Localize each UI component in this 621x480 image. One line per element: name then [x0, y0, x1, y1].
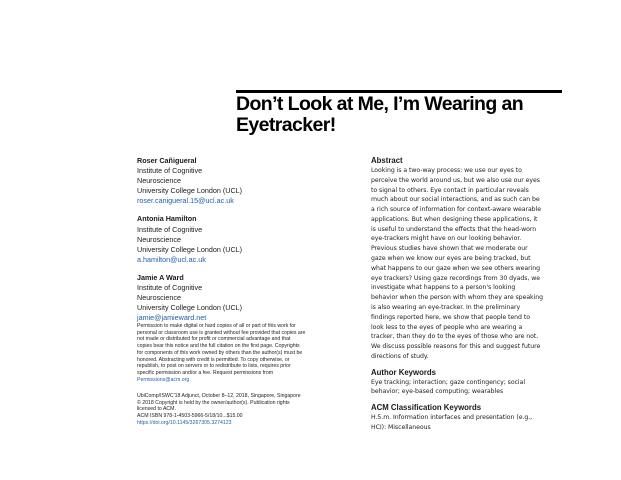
- author-block: [137, 214, 351, 264]
- paper-title-line: Eyetracker!: [236, 114, 336, 136]
- permission-line: honored. Abstracting with credit is permitted. To copy otherwise, or: [137, 356, 290, 363]
- author-affiliation-line: University College London (UCL): [137, 303, 243, 313]
- abstract-line: findings reported here, we show that people tend to: [371, 313, 530, 321]
- abstract-heading: Abstract: [371, 156, 403, 165]
- acm-classification-heading: ACM Classification Keywords: [371, 403, 482, 413]
- paper-title-line: Don’t Look at Me, I’m Wearing an: [236, 93, 524, 115]
- keywords-line: behavior; eye-based computing; wearables: [371, 388, 504, 396]
- abstract-body: [371, 166, 571, 362]
- abstract-line: a rich source of information for context-aware wearable: [371, 206, 541, 214]
- venue-line: © 2018 Copyright is held by the owner/author(s). Publication rights: [137, 399, 290, 406]
- author-affiliation-line: University College London (UCL): [137, 186, 243, 196]
- author-affiliation-line: University College London (UCL): [137, 244, 243, 254]
- abstract-line: applications. But when designing these applications, it: [371, 215, 538, 223]
- abstract-line: what happens to our gaze when we see others wearing: [371, 264, 541, 272]
- author-affiliation-line: Neuroscience: [137, 176, 181, 186]
- permission-line: copies bear this notice and the full citation on the first page. Copyrights: [137, 343, 300, 350]
- author-affiliation-line: Institute of Cognitive: [137, 166, 203, 176]
- permission-line: Permission to make digital or hard copies of all or part of this work for: [137, 323, 296, 329]
- venue-line: licensed to ACM.: [137, 406, 176, 413]
- abstract-column: [371, 156, 571, 439]
- abstract-line: look less to the eyes of people who are wearing a: [371, 323, 523, 331]
- permission-line: republish, to post on servers or to redistribute to lists, requires prior: [137, 363, 291, 370]
- permission-line: not made or distributed for profit or commercial advantage and that: [137, 336, 291, 343]
- acm-classification-body: [371, 413, 571, 433]
- abstract-line: gaze when we know our eyes are being tracked, but: [371, 255, 531, 263]
- author-affiliation-line: Neuroscience: [137, 234, 181, 244]
- abstract-line: is useful to understand the effects that the head-worn: [371, 225, 537, 233]
- abstract-line: perceive the world around us, but we also use our eyes: [371, 176, 540, 184]
- venue-info: [137, 393, 367, 427]
- author-email-link[interactable]: roser.canigueral.15@ucl.ac.uk: [137, 196, 234, 206]
- author-email-link[interactable]: a.hamilton@ucl.ac.uk: [137, 254, 206, 264]
- abstract-line: We discuss possible reasons for this and suggest future: [371, 343, 541, 351]
- abstract-section: [371, 156, 571, 362]
- doi-link[interactable]: https://doi.org/10.1145/3267305.3274123: [137, 419, 232, 426]
- author-affiliation-line: Institute of Cognitive: [137, 283, 203, 293]
- author-email-link[interactable]: jamie@jamieward.net: [137, 313, 207, 323]
- author-name: Roser Cañigueral: [137, 156, 197, 165]
- keywords-line: Eye tracking; interaction; gaze contingency; social: [371, 378, 526, 386]
- author-block: [137, 273, 351, 323]
- abstract-line: to signal to others. Eye contact in particular reveals: [371, 186, 529, 194]
- author-keywords-body: [371, 378, 571, 398]
- abstract-line: eye-trackers might have on our looking behavior.: [371, 235, 522, 243]
- venue-line: ACM ISBN 978-1-4503-5966-5/18/10...$15.00: [137, 413, 243, 420]
- abstract-line: investigate what happens to a person's looking: [371, 284, 516, 292]
- abstract-line: directions of study.: [371, 352, 429, 360]
- acm-classification-section: [371, 403, 571, 433]
- abstract-line: tracker, than they do to the eyes of those who are not.: [371, 333, 539, 341]
- venue-line: UbiComp/ISWC'18 Adjunct, October 8–12, 2018, Singapore, Singapore: [137, 393, 301, 399]
- author-affiliation-line: Institute of Cognitive: [137, 224, 203, 234]
- author-block: [137, 156, 351, 206]
- author-affiliation-line: Neuroscience: [137, 293, 181, 303]
- abstract-line: behavior when the person with whom they are speaking: [371, 294, 544, 302]
- abstract-line: much about our social interactions, and as such can be: [371, 196, 540, 204]
- permission-line: specific permission and/or a fee. Request permissions from: [137, 369, 274, 376]
- classification-line: H.5.m. Information interfaces and presentation (e.g.,: [371, 414, 533, 422]
- author-column: [137, 156, 351, 331]
- author-name: Antonia Hamilton: [137, 214, 197, 224]
- permission-line: personal or classroom use is granted without fee provided that copies are: [137, 329, 306, 336]
- permissions-email-link[interactable]: Permissions@acm.org.: [137, 376, 191, 383]
- permission-statement: [137, 323, 359, 383]
- classification-line: HCI): Miscellaneous: [371, 423, 431, 431]
- author-keywords-heading: Author Keywords: [371, 367, 436, 377]
- abstract-line: is also wearing an eye-tracker. In the preliminary: [371, 303, 521, 311]
- permission-line: for components of this work owned by others than the author(s) must be: [137, 349, 303, 356]
- author-keywords-section: [371, 368, 571, 398]
- paper-title: [236, 94, 566, 136]
- abstract-line: eye trackers? Using gaze recordings from 30 dyads, we: [371, 274, 541, 282]
- author-name: Jamie A Ward: [137, 272, 184, 282]
- abstract-line: Looking is a two-way process: we use our eyes to: [371, 167, 522, 174]
- abstract-line: Previous studies have shown that we moderate our: [371, 245, 528, 253]
